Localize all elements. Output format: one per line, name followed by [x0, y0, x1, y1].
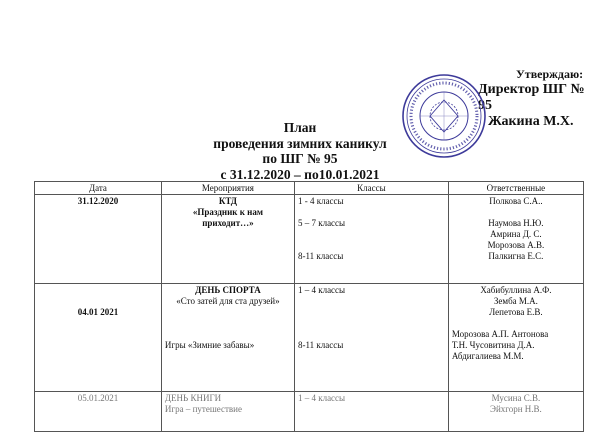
classes-cell	[294, 284, 448, 392]
title-line-2: проведения зимних каникул	[213, 135, 387, 151]
date-cell: 05.01.2021	[35, 392, 162, 432]
responsible-cell	[448, 284, 583, 392]
responsible-person: Морозова А.П. Антонова	[451, 329, 549, 339]
event-title: ДЕНЬ КНИГИ	[164, 393, 222, 403]
date-cell: 31.12.2020	[35, 195, 162, 284]
date-cell	[35, 284, 162, 392]
event-subtitle: Игры «Зимние забавы»	[164, 340, 255, 350]
title-line-4: с 31.12.2020 – по10.01.2021	[220, 166, 380, 182]
event-cell	[161, 392, 294, 432]
responsible-person: Наумова Н.Ю.	[488, 218, 544, 228]
director-name: Жакина М.Х.	[488, 114, 574, 129]
responsible-person: Полкова С.А..	[489, 196, 543, 206]
table-row	[35, 284, 584, 392]
director-title: Директор ШГ № 95	[478, 82, 585, 113]
date-value: 04.01 2021	[77, 307, 119, 317]
event-cell	[161, 195, 294, 284]
responsible-person: Эйхгорн Н.В.	[490, 404, 542, 414]
event-cell	[161, 284, 294, 392]
event-subtitle: приходит…»	[202, 218, 254, 228]
class-item: 8-11 классы	[297, 340, 344, 350]
header-classes: Классы	[294, 182, 448, 195]
responsible-person: Морозова А.В.	[487, 240, 545, 250]
header-date: Дата	[35, 182, 162, 195]
responsible-cell	[448, 392, 583, 432]
event-subtitle: Игра – путешествие	[164, 404, 242, 414]
table-header-row	[35, 182, 584, 195]
classes-cell	[294, 392, 448, 432]
class-item: 1 – 4 классы	[297, 285, 346, 295]
classes-cell	[294, 195, 448, 284]
title-line-3: по ШГ № 95	[262, 151, 338, 166]
class-item: 1 - 4 классы	[297, 196, 344, 206]
class-item: 8-11 классы	[297, 251, 344, 261]
approval-label: Утверждаю:	[516, 67, 584, 81]
responsible-person: Хабибуллина А.Ф.	[480, 285, 552, 295]
header-events: Мероприятия	[161, 182, 294, 195]
document-title	[150, 120, 450, 182]
event-title: КТД	[218, 196, 237, 206]
class-item: 5 – 7 классы	[297, 218, 346, 228]
responsible-person: Мусина С.В.	[491, 393, 541, 403]
responsible-cell	[448, 195, 583, 284]
event-title: ДЕНЬ СПОРТА	[195, 285, 261, 295]
responsible-person: Т.Н. Чусовитина Д.А.	[451, 340, 535, 350]
plan-table	[34, 181, 584, 432]
responsible-person: Абдигалиева М.М.	[451, 351, 524, 361]
header-responsible: Ответственные	[448, 182, 583, 195]
approval-block	[478, 66, 600, 130]
event-subtitle: «Праздник к нам	[192, 207, 263, 217]
table-row	[35, 195, 584, 284]
table-row	[35, 392, 584, 432]
responsible-person: Земба М.А.	[493, 296, 538, 306]
responsible-person: Лепетова Е.В.	[489, 307, 543, 317]
responsible-person: Амрина Д. С.	[490, 229, 542, 239]
responsible-person: Палкигна Е.С.	[488, 251, 544, 261]
event-subtitle: «Сто затей для ста друзей»	[176, 296, 280, 306]
class-item: 1 – 4 классы	[297, 393, 346, 403]
title-line-1: План	[283, 120, 317, 135]
